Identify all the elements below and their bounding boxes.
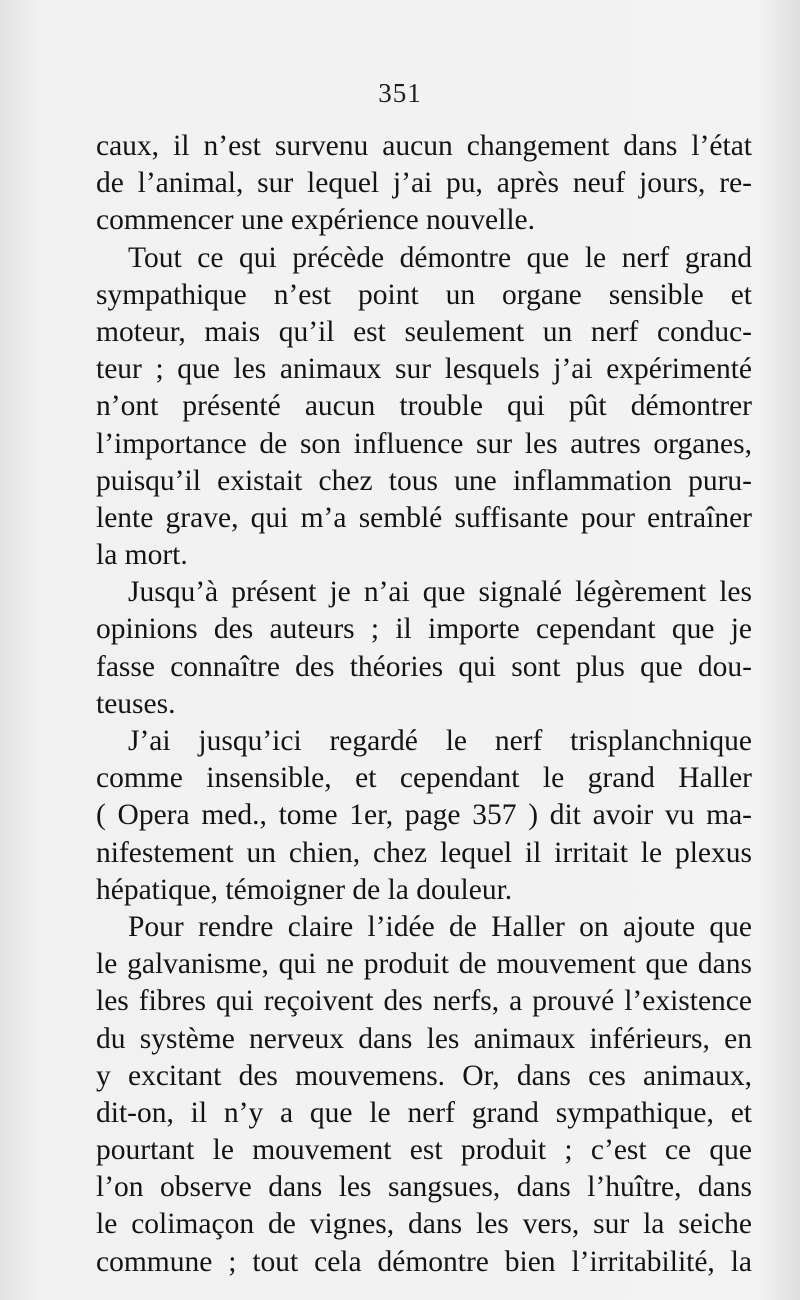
text-line: la mort. [96, 539, 188, 572]
text-line: J’ai jusqu’ici regardé le nerf trisplanchnique [128, 725, 752, 757]
text-line: n’ont présenté aucun trouble qui pût démontrer [96, 390, 752, 423]
text-line: fasse connaître des théories qui sont plus que dou- [96, 650, 752, 683]
text-line: hépatique, témoigner de la douleur. [96, 873, 513, 906]
text-line: dit-on, il n’y a que le nerf grand sympathique, et [96, 1096, 752, 1129]
text-line: teuses. [96, 687, 176, 720]
text-line: moteur, mais qu’il est seulement un nerf conduc- [96, 315, 752, 348]
body-text [96, 128, 752, 1281]
text-line: commencer une expérience nouvelle. [96, 204, 535, 237]
paragraph [96, 128, 752, 240]
page-number: 351 [378, 78, 422, 108]
text-line: teur ; que les animaux sur lesquels j’ai expérimenté [96, 353, 752, 386]
paragraph [96, 240, 752, 575]
text-line-citation: ( Opera med., tome 1er, page 357 ) dit avoir vu ma- [96, 799, 752, 832]
text-line: Jusqu’à présent je n’ai que signalé légèrement les [128, 576, 752, 609]
text-line: comme insensible, et cependant le grand Haller [96, 762, 752, 795]
text-line: les fibres qui reçoivent des nerfs, a prouvé l’existence [96, 985, 752, 1018]
text-line: de l’animal, sur lequel j’ai pu, après neuf jours, re- [96, 167, 752, 200]
text-line: sympathique n’est point un organe sensible et [96, 278, 752, 311]
text-line: du système nerveux dans les animaux inférieurs, en [96, 1022, 752, 1055]
text-line: lente grave, qui m’a semblé suffisante pour entraîner [96, 501, 752, 534]
text-line: Tout ce qui précède démontre que le nerf grand [128, 241, 752, 274]
text-line: pourtant le mouvement est produit ; c’est ce que [96, 1134, 752, 1167]
paragraph [96, 909, 752, 1281]
text-line: l’importance de son influence sur les autres organes, [96, 427, 752, 460]
text-line: nifestement un chien, chez lequel il irritait le plexus [96, 836, 752, 869]
text-line: puisqu’il existait chez tous une inflammation puru- [96, 464, 752, 497]
text-line: y excitant des mouvemens. Or, dans ces animaux, [96, 1059, 752, 1092]
paragraph [96, 574, 752, 723]
text-line: commune ; tout cela démontre bien l’irritabilité, la [96, 1245, 752, 1278]
text-line: opinions des auteurs ; il importe cependant que je [96, 613, 752, 646]
text-line: le galvanisme, qui ne produit de mouvement que dans [96, 948, 752, 981]
paragraph [96, 723, 752, 909]
text-line: le colimaçon de vignes, dans les vers, sur la seiche [96, 1208, 752, 1241]
text-line: caux, il n’est survenu aucun changement dans l’état [96, 130, 752, 162]
text-line: l’on observe dans les sangsues, dans l’huître, dans [96, 1171, 752, 1204]
text-line: Pour rendre claire l’idée de Haller on ajoute que [128, 910, 752, 943]
